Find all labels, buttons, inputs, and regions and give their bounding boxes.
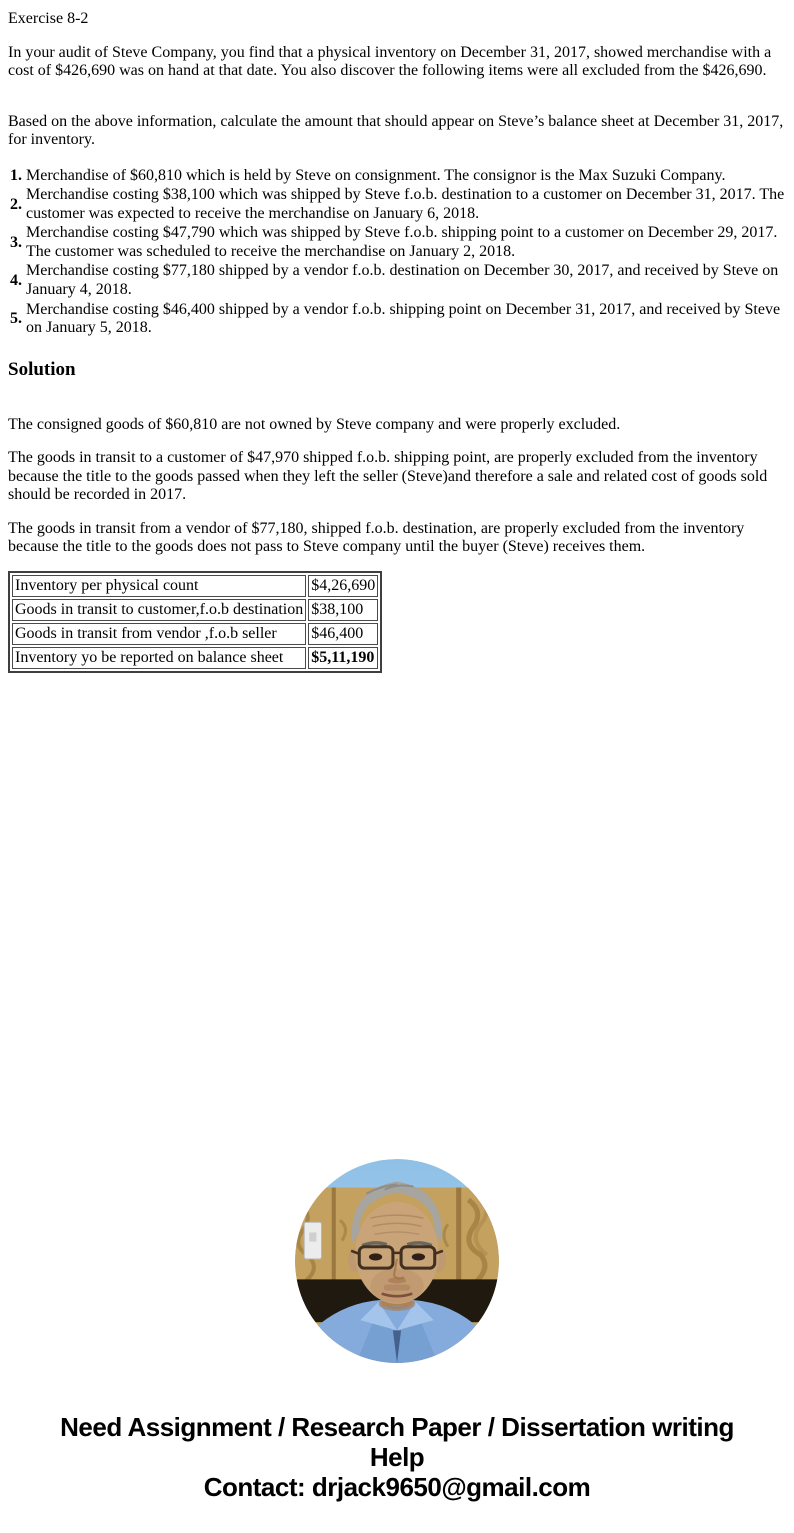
table-row (12, 647, 378, 669)
list-item-text: Merchandise costing $77,180 shipped by a vendor f.o.b. destination on December 30, 2017, and received by Steve on January 4, 2018. (26, 262, 779, 299)
contact-text: Contact: drjack9650@gmail.com (203, 1471, 591, 1502)
list-item (8, 167, 786, 186)
table-row-value: $38,100 (308, 599, 378, 621)
photo-container (8, 1159, 786, 1363)
table-row-value: $4,26,690 (308, 575, 378, 597)
list-item-number: 3. (10, 233, 22, 251)
exercise-title: Exercise 8-2 (8, 10, 89, 27)
list-item-number: 5. (10, 309, 22, 327)
question-paragraph: Based on the above information, calculate the amount that should appear on Steve’s balance sheet at December 31, 2017, for inventory. (8, 112, 784, 149)
table-row (12, 623, 378, 645)
table-row-label: Goods in transit to customer,f.o.b destination (12, 599, 306, 621)
table-row-label: Inventory per physical count (12, 575, 306, 597)
solution-paragraph: The goods in transit from a vendor of $77,180, shipped f.o.b. destination, are properly excluded from the inventory because the title to the goods does not pass to Steve company until the buyer (Steve) receives them. (8, 519, 745, 556)
footer (47, 1412, 747, 1531)
list-item-text: Merchandise of $60,810 which is held by Steve on consignment. The consignor is the Max Suzuki Company. (26, 166, 726, 184)
list-item (8, 224, 786, 261)
list-item-number: 4. (10, 271, 22, 289)
table-row-value: $5,11,190 (308, 647, 378, 669)
presenter-photo (295, 1159, 499, 1363)
list-item-text: Merchandise costing $47,790 which was shipped by Steve f.o.b. shipping point to a customer on December 29, 2017. The customer was scheduled to receive the merchandise on January 2, 2018. (26, 224, 778, 260)
list-item-text: Merchandise costing $38,100 which was shipped by Steve f.o.b. destination to a customer on December 31, 2017. The customer was expected to receive the merchandise on January 6, 2018. (26, 186, 785, 222)
help-text: Need Assignment / Research Paper / Dissertation writing Help (60, 1411, 734, 1472)
blank-space (8, 673, 786, 1159)
list-item (8, 262, 786, 299)
table-row-value: $46,400 (308, 623, 378, 645)
table-row-label: Inventory yo be reported on balance sheet (12, 647, 306, 669)
list-item-number: 1. (10, 166, 22, 184)
table-row (12, 575, 378, 597)
list-item-number: 2. (10, 195, 22, 213)
solution-paragraph: The goods in transit to a customer of $47,970 shipped f.o.b. shipping point, are properly excluded from the inventory because the title to the goods passed when they left the seller (Steve)and therefore a sale and related cost of goods sold should be recorded in 2017. (8, 449, 768, 504)
list-item (8, 301, 786, 338)
table-row (12, 599, 378, 621)
document-page (0, 10, 794, 1531)
table-row-label: Goods in transit from vendor ,f.o.b seller (12, 623, 306, 645)
solution-heading: Solution (8, 358, 76, 380)
solution-paragraph: The consigned goods of $60,810 are not owned by Steve company and were properly excluded. (8, 415, 621, 433)
excluded-items-list (8, 167, 786, 338)
inventory-table (8, 571, 382, 673)
intro-paragraph: In your audit of Steve Company, you find that a physical inventory on December 31, 2017, showed merchandise with a cost of $426,690 was on hand at that date. You also discover the following items were all excluded from the $426,690. (8, 43, 772, 80)
list-item (8, 186, 786, 223)
list-item-text: Merchandise costing $46,400 shipped by a vendor f.o.b. shipping point on December 31, 2017, and received by Steve on January 5, 2018. (26, 300, 781, 337)
